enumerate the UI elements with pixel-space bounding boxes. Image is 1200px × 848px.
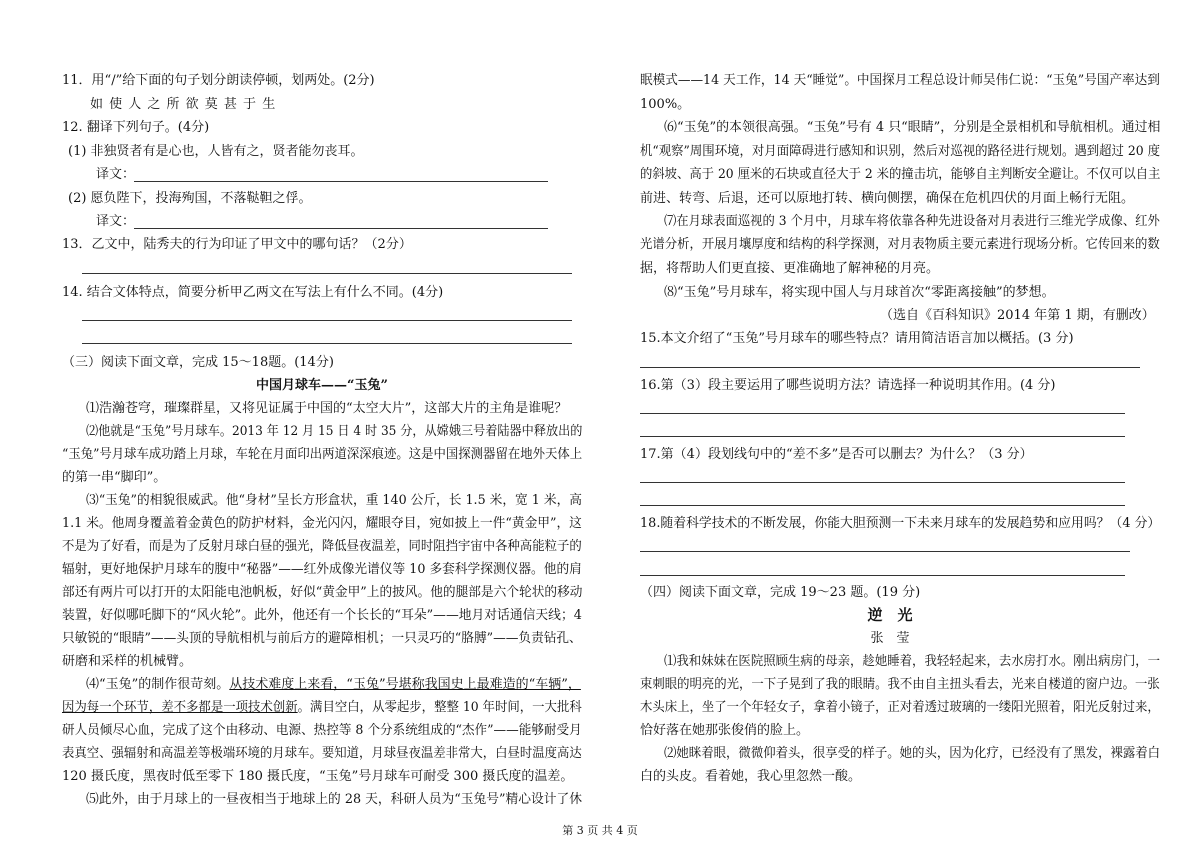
paragraph-line: 100%。 <box>640 97 691 112</box>
answer-label-12-2: 译文： <box>96 214 136 229</box>
answer-line <box>640 413 1125 414</box>
story-author: 张 莹 <box>870 631 910 646</box>
answer-line <box>82 320 572 321</box>
paragraph-line: 1.1 米。他周身覆盖着金黄色的防护材料，金光闪闪，耀眼夺目，宛如披上一件“黄金甲”，这 <box>62 516 582 531</box>
paragraph-line: 装置，好似哪吒脚下的“风火轮”。此外，他还有一个长长的“耳朵”——地月对话通信天线；4 <box>62 608 582 623</box>
paragraph-line: 研人员倾尽心血，完成了这个由移动、电源、热控等 8 个分系统组成的“杰作”——能够耐受月 <box>62 723 582 738</box>
answer-line <box>640 436 1125 437</box>
paragraph-line: 部还有两片可以打开的太阳能电池帆板，好似“黄金甲”上的披风。他的腿部是六个轮状的移动 <box>62 585 583 600</box>
section-4-heading: （四）阅读下面文章，完成 19～23 题。(19 分) <box>640 585 921 600</box>
answer-label-12-1: 译文： <box>96 167 136 182</box>
question-16: 16.第（3）段主要运用了哪些说明方法？请选择一种说明其作用。(4 分) <box>640 378 1056 393</box>
paragraph-line: 研磨和采样的机械臂。 <box>62 654 193 669</box>
story-line: 白的头皮。看着她，我心里忽然一酸。 <box>640 769 862 784</box>
question-12: 12. 翻译下列句子。(4分) <box>62 120 210 135</box>
story-line: ⑴我和妹妹在医院照顾生病的母亲，趁她睡着，我轻轻起来，去水房打水。刚出病房门，一 <box>664 654 1161 669</box>
paragraph-line: ⑹“玉兔”的本领很高强。“玉兔”号有 4 只“眼睛”，分别是全景相机和导航相机。通过相 <box>664 120 1161 135</box>
question-12-2: (2) 愿负陛下，投海殉国，不落鞑靼之俘。 <box>68 191 312 206</box>
paragraph-line: 的斜坡、高于 20 厘米的石块或直径大于 2 米的撞击坑，能够自主判断安全避让。不仅可以自主 <box>640 167 1161 182</box>
answer-line <box>640 367 1140 368</box>
answer-line <box>134 181 548 182</box>
answer-line <box>82 273 572 274</box>
paragraph-text: 。满目空白，从零起步，整整 10 年时间，一大批科 <box>297 700 582 715</box>
paragraph-line: 光谱分析，开展月壤厚度和结构的科学探测，对月表物质主要元素进行现场分析。它传回来的数 <box>640 237 1160 252</box>
question-18: 18.随着科学技术的不断发展，你能大胆预测一下未来月球车的发展趋势和应用吗？（4 分） <box>640 516 1161 531</box>
paragraph-line: ⑶“玉兔”的相貌很威武。他“身材”呈长方形盒状，重 140 公斤，长 1.5 米，宽 1 米，高 <box>86 493 582 508</box>
source-citation: （选自《百科知识》2014 年第 1 期，有删改） <box>880 308 1155 323</box>
paragraph-line: 不是为了好看，而是为了反射月球白昼的强光，降低昼夜温差，同时阻挡宇宙中各种高能粒子的 <box>62 539 582 554</box>
answer-line <box>640 482 1125 483</box>
paragraph-line: ⑸此外，由于月球上的一昼夜相当于地球上的 28 天，科研人员为“玉兔号”精心设计了休 <box>86 792 582 807</box>
paragraph-line: 的第一串“脚印”。 <box>62 470 167 485</box>
question-13: 13．乙文中，陆秀夫的行为印证了甲文中的哪句话？（2分） <box>62 237 412 252</box>
answer-line <box>82 343 572 344</box>
paragraph-line: 据，将帮助人们更直接、更准确地了解神秘的月亮。 <box>640 261 940 276</box>
question-11: 11．用“/”给下面的句子划分朗读停顿，划两处。(2分) <box>62 73 375 88</box>
paragraph-line: 眠模式——14 天工作，14 天“睡觉”。中国探月工程总设计师吴伟仁说：“玉兔”号国产率达到 <box>640 73 1160 88</box>
paragraph-line: 只敏锐的“眼睛”——头顶的导航相机与前后方的避障相机；一只灵巧的“胳膊”——负责钻孔、 <box>62 631 582 646</box>
paragraph-line: ⑺在月球表面巡视的 3 个月中，月球车将依靠各种先进设备对月表进行三维光学成像、红外 <box>664 214 1160 229</box>
question-15: 15.本文介绍了“玉兔”号月球车的哪些特点？请用简洁语言加以概括。(3 分) <box>640 331 1074 346</box>
paragraph-line: ⑻“玉兔”号月球车，将实现中国人与月球首次“零距离接触”的梦想。 <box>664 285 1055 300</box>
paragraph-line: 辐射，更好地保护月球车的腹中“秘器”——红外成像光谱仪等 10 多套科学探测仪器。他的肩 <box>62 562 582 577</box>
story-line: 束刺眼的明亮的光，一下子晃到了我的眼睛。我不由自主扭头看去，光来自楼道的窗户边。一张 <box>640 677 1160 692</box>
article-title: 中国月球车——“玉兔” <box>256 378 388 393</box>
question-11-sentence: 如 使 人 之 所 欲 莫 甚 于 生 <box>90 97 277 112</box>
paragraph-line: 前进、转弯、后退，还可以原地打转、横向侧摆，确保在危机四伏的月面上畅行无阻。 <box>640 191 1135 206</box>
story-line: 恰好落在她那张俊俏的脸上。 <box>640 723 810 738</box>
answer-line <box>640 505 1125 506</box>
paragraph-4-line-1 <box>86 676 581 693</box>
paragraph-line: 机“观察”周围环境，对月面障碍进行感知和识别，然后对巡视的路径进行规划。遇到超过 20 度 <box>640 144 1161 159</box>
answer-line <box>640 551 1130 552</box>
paragraph-line: 表真空、强辐射和高温差等极端环境的月球车。要知道，月球昼夜温差非常大，白昼时温度高达 <box>62 746 582 761</box>
answer-line <box>640 575 1125 576</box>
paragraph-line: 120 摄氏度，黑夜时低至零下 180 摄氏度，“玉兔”号月球车可耐受 300 摄氏度的温差。 <box>62 769 574 784</box>
story-line: ⑵她眯着眼，微微仰着头，很享受的样子。她的头，因为化疗，已经没有了黑发，裸露着白 <box>664 746 1161 761</box>
story-line: 木头床上，坐了一个年轻女子，拿着小镜子，正对着透过玻璃的一缕阳光照着，阳光反射过来， <box>640 700 1160 715</box>
paragraph-line: ⑴浩瀚苍穹，璀璨群星，又将见证属于中国的“太空大片”，这部大片的主角是谁呢？ <box>86 401 568 416</box>
paragraph-text: ⑷“玉兔”的制作很苛刻。 <box>86 677 230 692</box>
paragraph-4-line-2 <box>62 699 582 716</box>
section-3-heading: （三）阅读下面文章，完成 15～18题。(14分) <box>62 355 334 370</box>
answer-line <box>134 228 548 229</box>
underlined-sentence: 因为每一个环节，差不多都是一项技术创新 <box>62 700 298 715</box>
question-12-1: (1) 非独贤者有是心也，人皆有之，贤者能勿丧耳。 <box>68 144 364 159</box>
story-title: 逆 光 <box>867 606 913 624</box>
paragraph-line: ⑵他就是“玉兔”号月球车。2013 年 12 月 15 日 4 时 35 分，从嫦娥三号着陆器中释放出的 <box>86 424 583 439</box>
question-14: 14. 结合文体特点，简要分析甲乙两文在写法上有什么不同。(4分) <box>62 285 444 300</box>
underlined-sentence: 从技术难度上来看，“玉兔”号堪称我国史上最难造的“车辆”， <box>229 677 581 692</box>
page-number-footer: 第 3 页 共 4 页 <box>562 824 638 837</box>
question-17: 17.第（4）段划线句中的“差不多”是否可以删去？为什么？（3 分） <box>640 447 1033 462</box>
paragraph-line: “玉兔”号月球车成功踏上月球，车轮在月面印出两道深深痕迹。这是中国探测器留在地外天体上 <box>62 447 583 462</box>
